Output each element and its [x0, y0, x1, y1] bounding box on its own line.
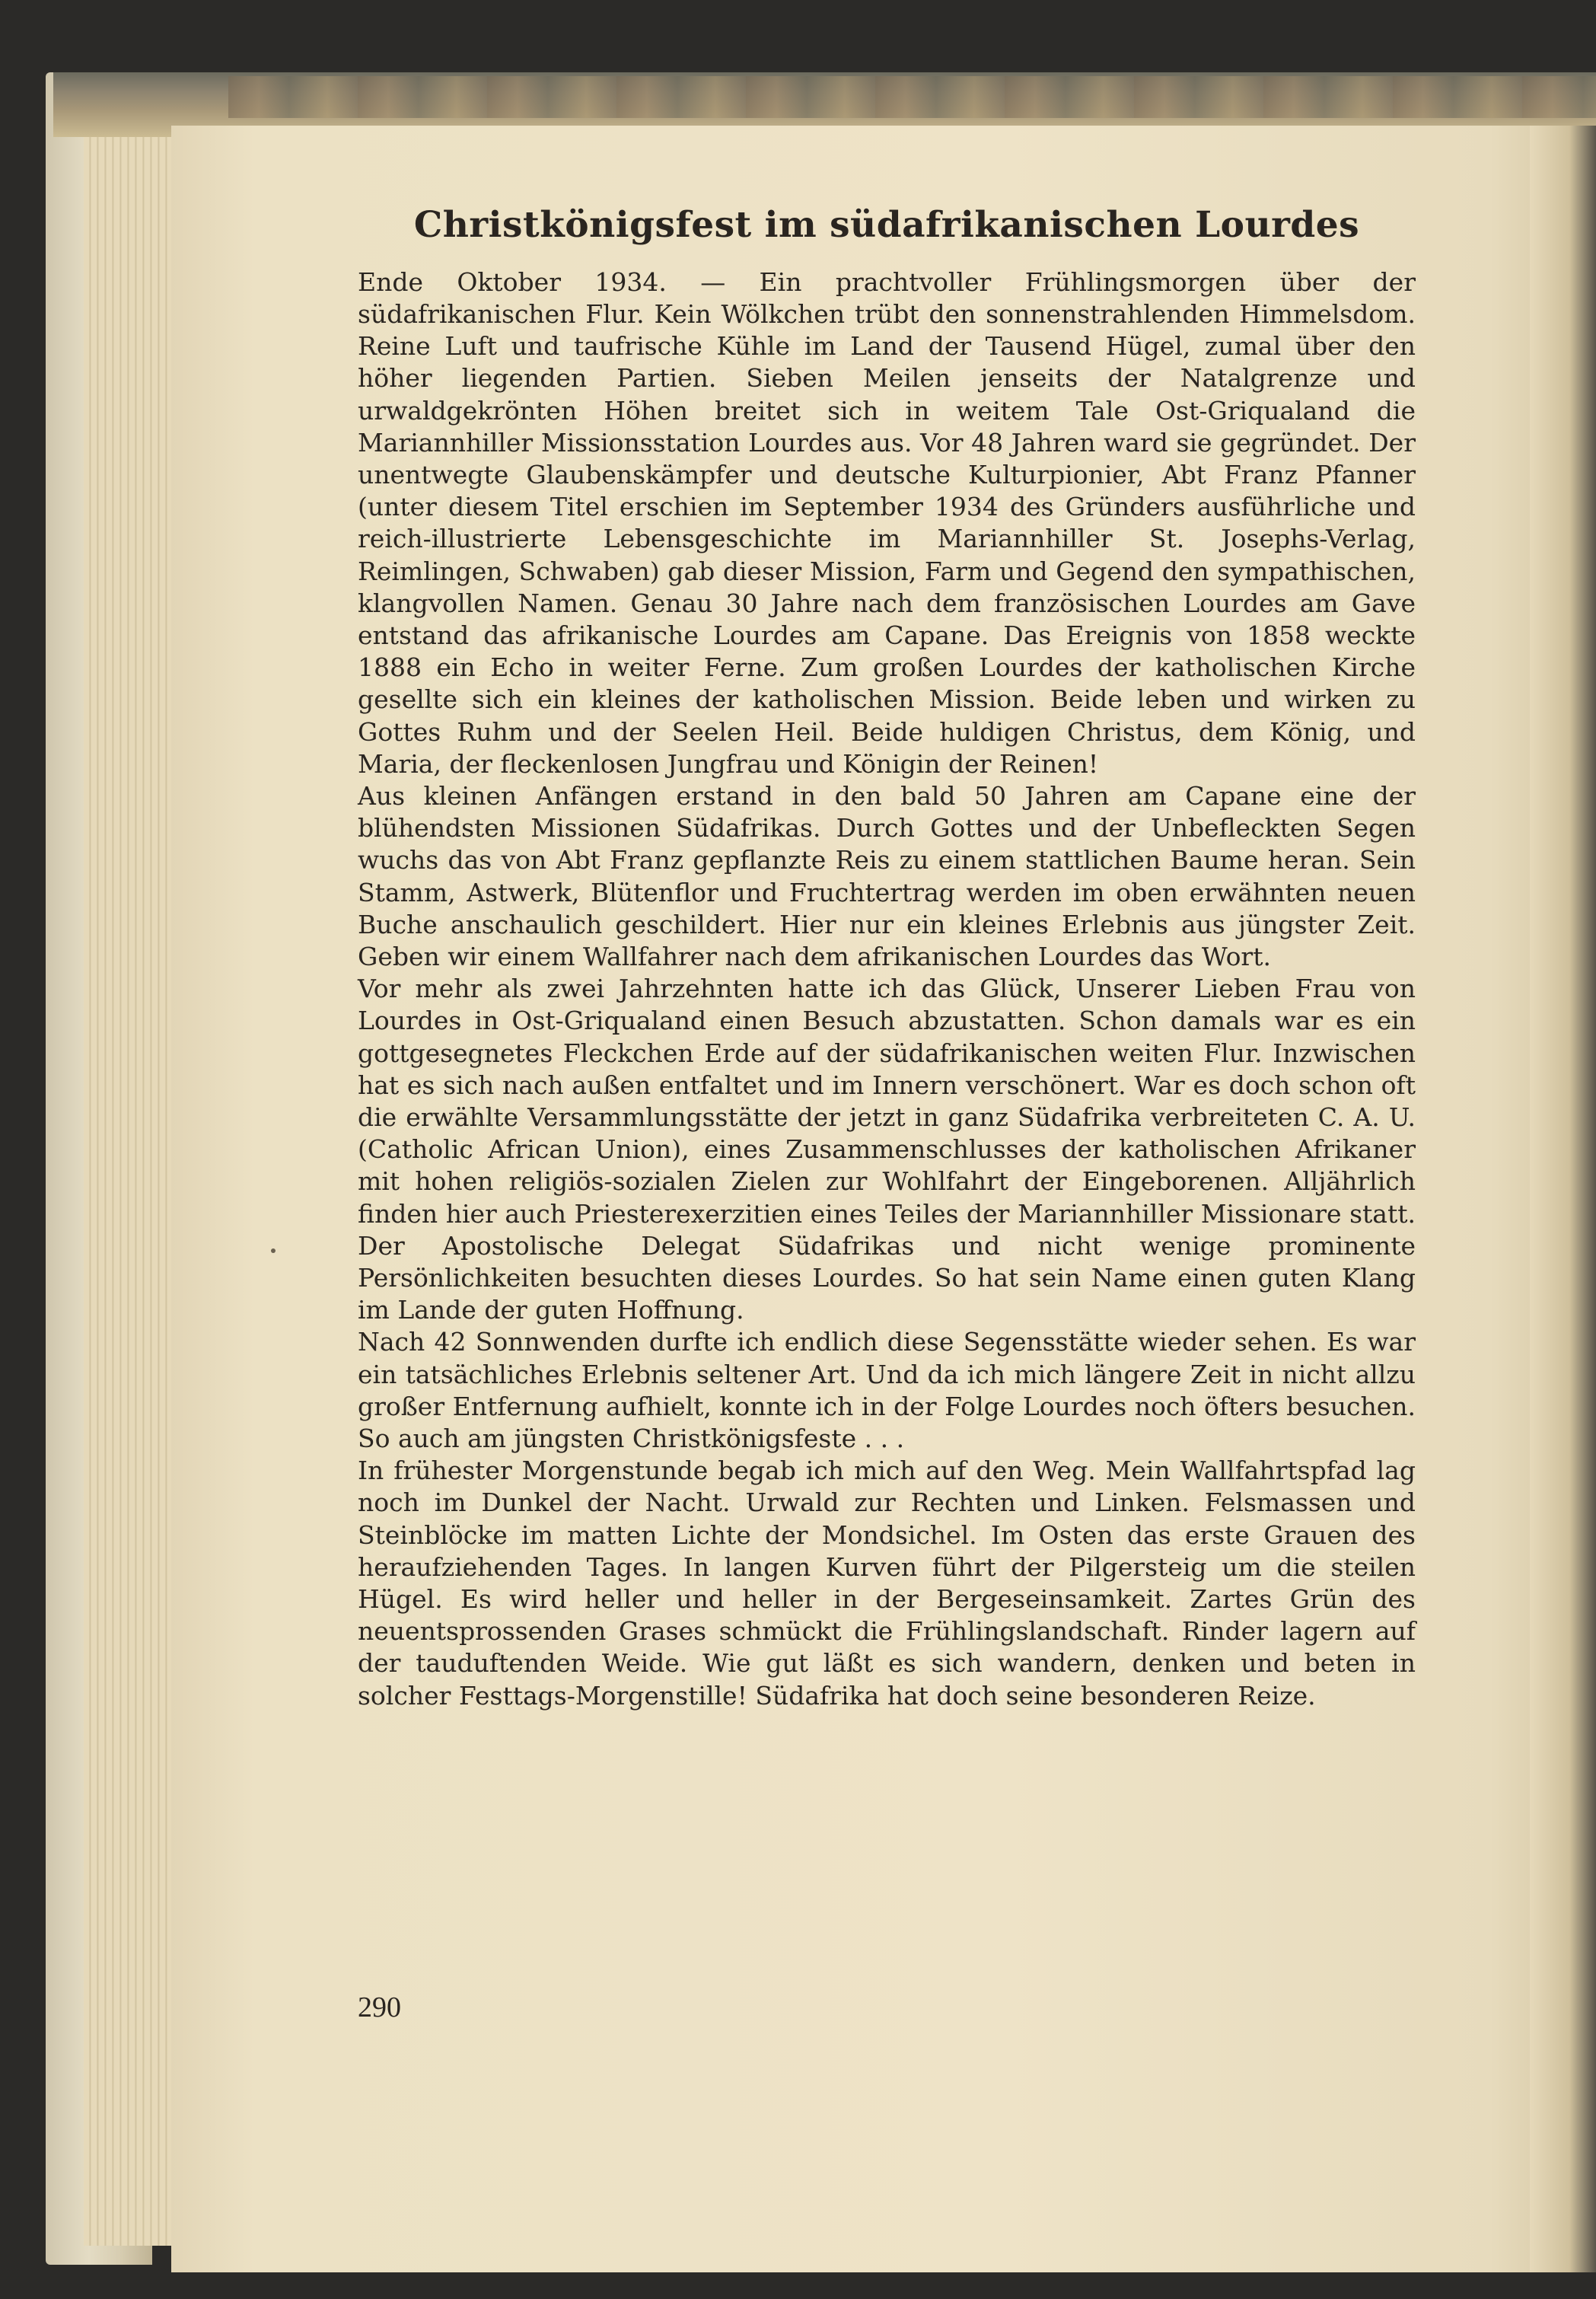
paragraph-2: Aus kleinen Anfängen erstand in den bald 50 Jahren am Capane eine der blühendsten Missionen Südafrikas. Durch Gottes und der Unbefleckten Segen wuchs das von Abt Franz gepflanzte Reis zu einem stattlichen Baume heran. Sein Stamm, Astwerk, Blütenflor und Fruchtertrag werden im oben erwähnten neuen Buche anschaulich geschildert. Hier nur ein kleines Erlebnis aus jüngster Zeit. Geben wir einem Wallfahrer nach dem afrikanischen Lourdes das Wort.: [358, 780, 1416, 971]
paragraph-3: Vor mehr als zwei Jahrzehnten hatte ich das Glück, Unserer Lieben Frau von Lourdes in Ost-Griqualand einen Besuch abzustatten. Schon damals war es ein gottgesegnetes Fleckchen Erde auf der südafrikanischen weiten Flur. Inzwischen hat es sich nach außen entfaltet und im Innern verschönert. War es doch schon oft die erwählte Versammlungsstätte der jetzt in ganz Südafrika verbreiteten C. A. U. (Catholic African Union), eines Zusammenschlusses der katholischen Afrikaner mit hohen religiös-sozialen Zielen zur Wohlfahrt der Eingeborenen. Alljährlich finden hier auch Priesterexerzitien eines Teiles der Mariannhiller Missionare statt. Der Apostolische Delegat Südafrikas und nicht wenige prominente Persönlichkeiten besuchten dieses Lourdes. So hat sein Name einen guten Klang im Lande der guten Hoffnung.: [358, 974, 1416, 1325]
page-stack-edge: [84, 114, 175, 2246]
article-title: Christkönigsfest im südafrikanischen Lourdes: [413, 204, 1360, 246]
marbled-top-edge: [228, 76, 1596, 118]
paragraph-1: Ende Oktober 1934. — Ein prachtvoller Frühlingsmorgen über der südafrikanischen Flur. Kein Wölkchen trübt den sonnenstrahlenden Himmelsdom. Reine Luft und taufrische Kühle im Land der Tausend Hügel, zumal über den höher liegenden Partien. Sieben Meilen jenseits der Natalgrenze und urwaldgekrönten Höhen breitet sich in weitem Tale Ost-Griqualand die Mariannhiller Missionsstation Lourdes aus. Vor 48 Jahren ward sie gegründet. Der unentwegte Glaubenskämpfer und deutsche Kulturpionier, Abt Franz Pfanner (unter diesem Titel erschien im September 1934 des Gründers ausführliche und reich-illustrierte Lebensgeschichte im Mariannhiller St. Josephs-Verlag, Reimlingen, Schwaben) gab dieser Mission, Farm und Gegend den sympathischen, klangvollen Namen. Genau 30 Jahre nach dem französischen Lourdes am Gave entstand das afrikanische Lourdes am Capane. Das Ereignis von 1858 weckte 1888 ein Echo in weiter Ferne. Zum großen Lourdes der katholischen Kirche gesellte sich ein kleines der katholischen Mission. Beide leben und wirken zu Gottes Ruhm und der Seelen Heil. Beide huldigen Christus, dem König, und Maria, der fleckenlosen Jungfrau und Königin der Reinen!: [358, 266, 1416, 779]
paragraph-5: In frühester Morgenstunde begab ich mich auf den Weg. Mein Wallfahrtspfad lag noch im Dunkel der Nacht. Urwald zur Rechten und Linken. Felsmassen und Steinblöcke im matten Lichte der Mondsichel. Im Osten das erste Grauen des heraufziehenden Tages. In langen Kurven führt der Pilgersteig um die steilen Hügel. Es wird heller und heller in der Bergeseinsamkeit. Zartes Grün des neuentsprossenden Grases schmückt die Frühlingslandschaft. Rinder lagern auf der tauduftenden Weide. Wie gut läßt es sich wandern, denken und beten in solcher Festtags-Morgenstille! Südafrika hat doch seine besonderen Reize.: [358, 1456, 1416, 1711]
page-gutter-edge: [1530, 126, 1596, 2272]
paragraph-4: Nach 42 Sonnwenden durfte ich endlich diese Segensstätte wieder sehen. Es war ein tatsächliches Erlebnis seltener Art. Und da ich mich längere Zeit in nicht allzu großer Entfernung aufhielt, konnte ich in der Folge Lourdes noch öfters besuchen. So auch am jüngsten Christkönigsfeste . . .: [358, 1327, 1416, 1453]
page-text: [358, 206, 1416, 1712]
page-number: 290: [358, 1991, 401, 2023]
ink-speck: [271, 1248, 276, 1253]
